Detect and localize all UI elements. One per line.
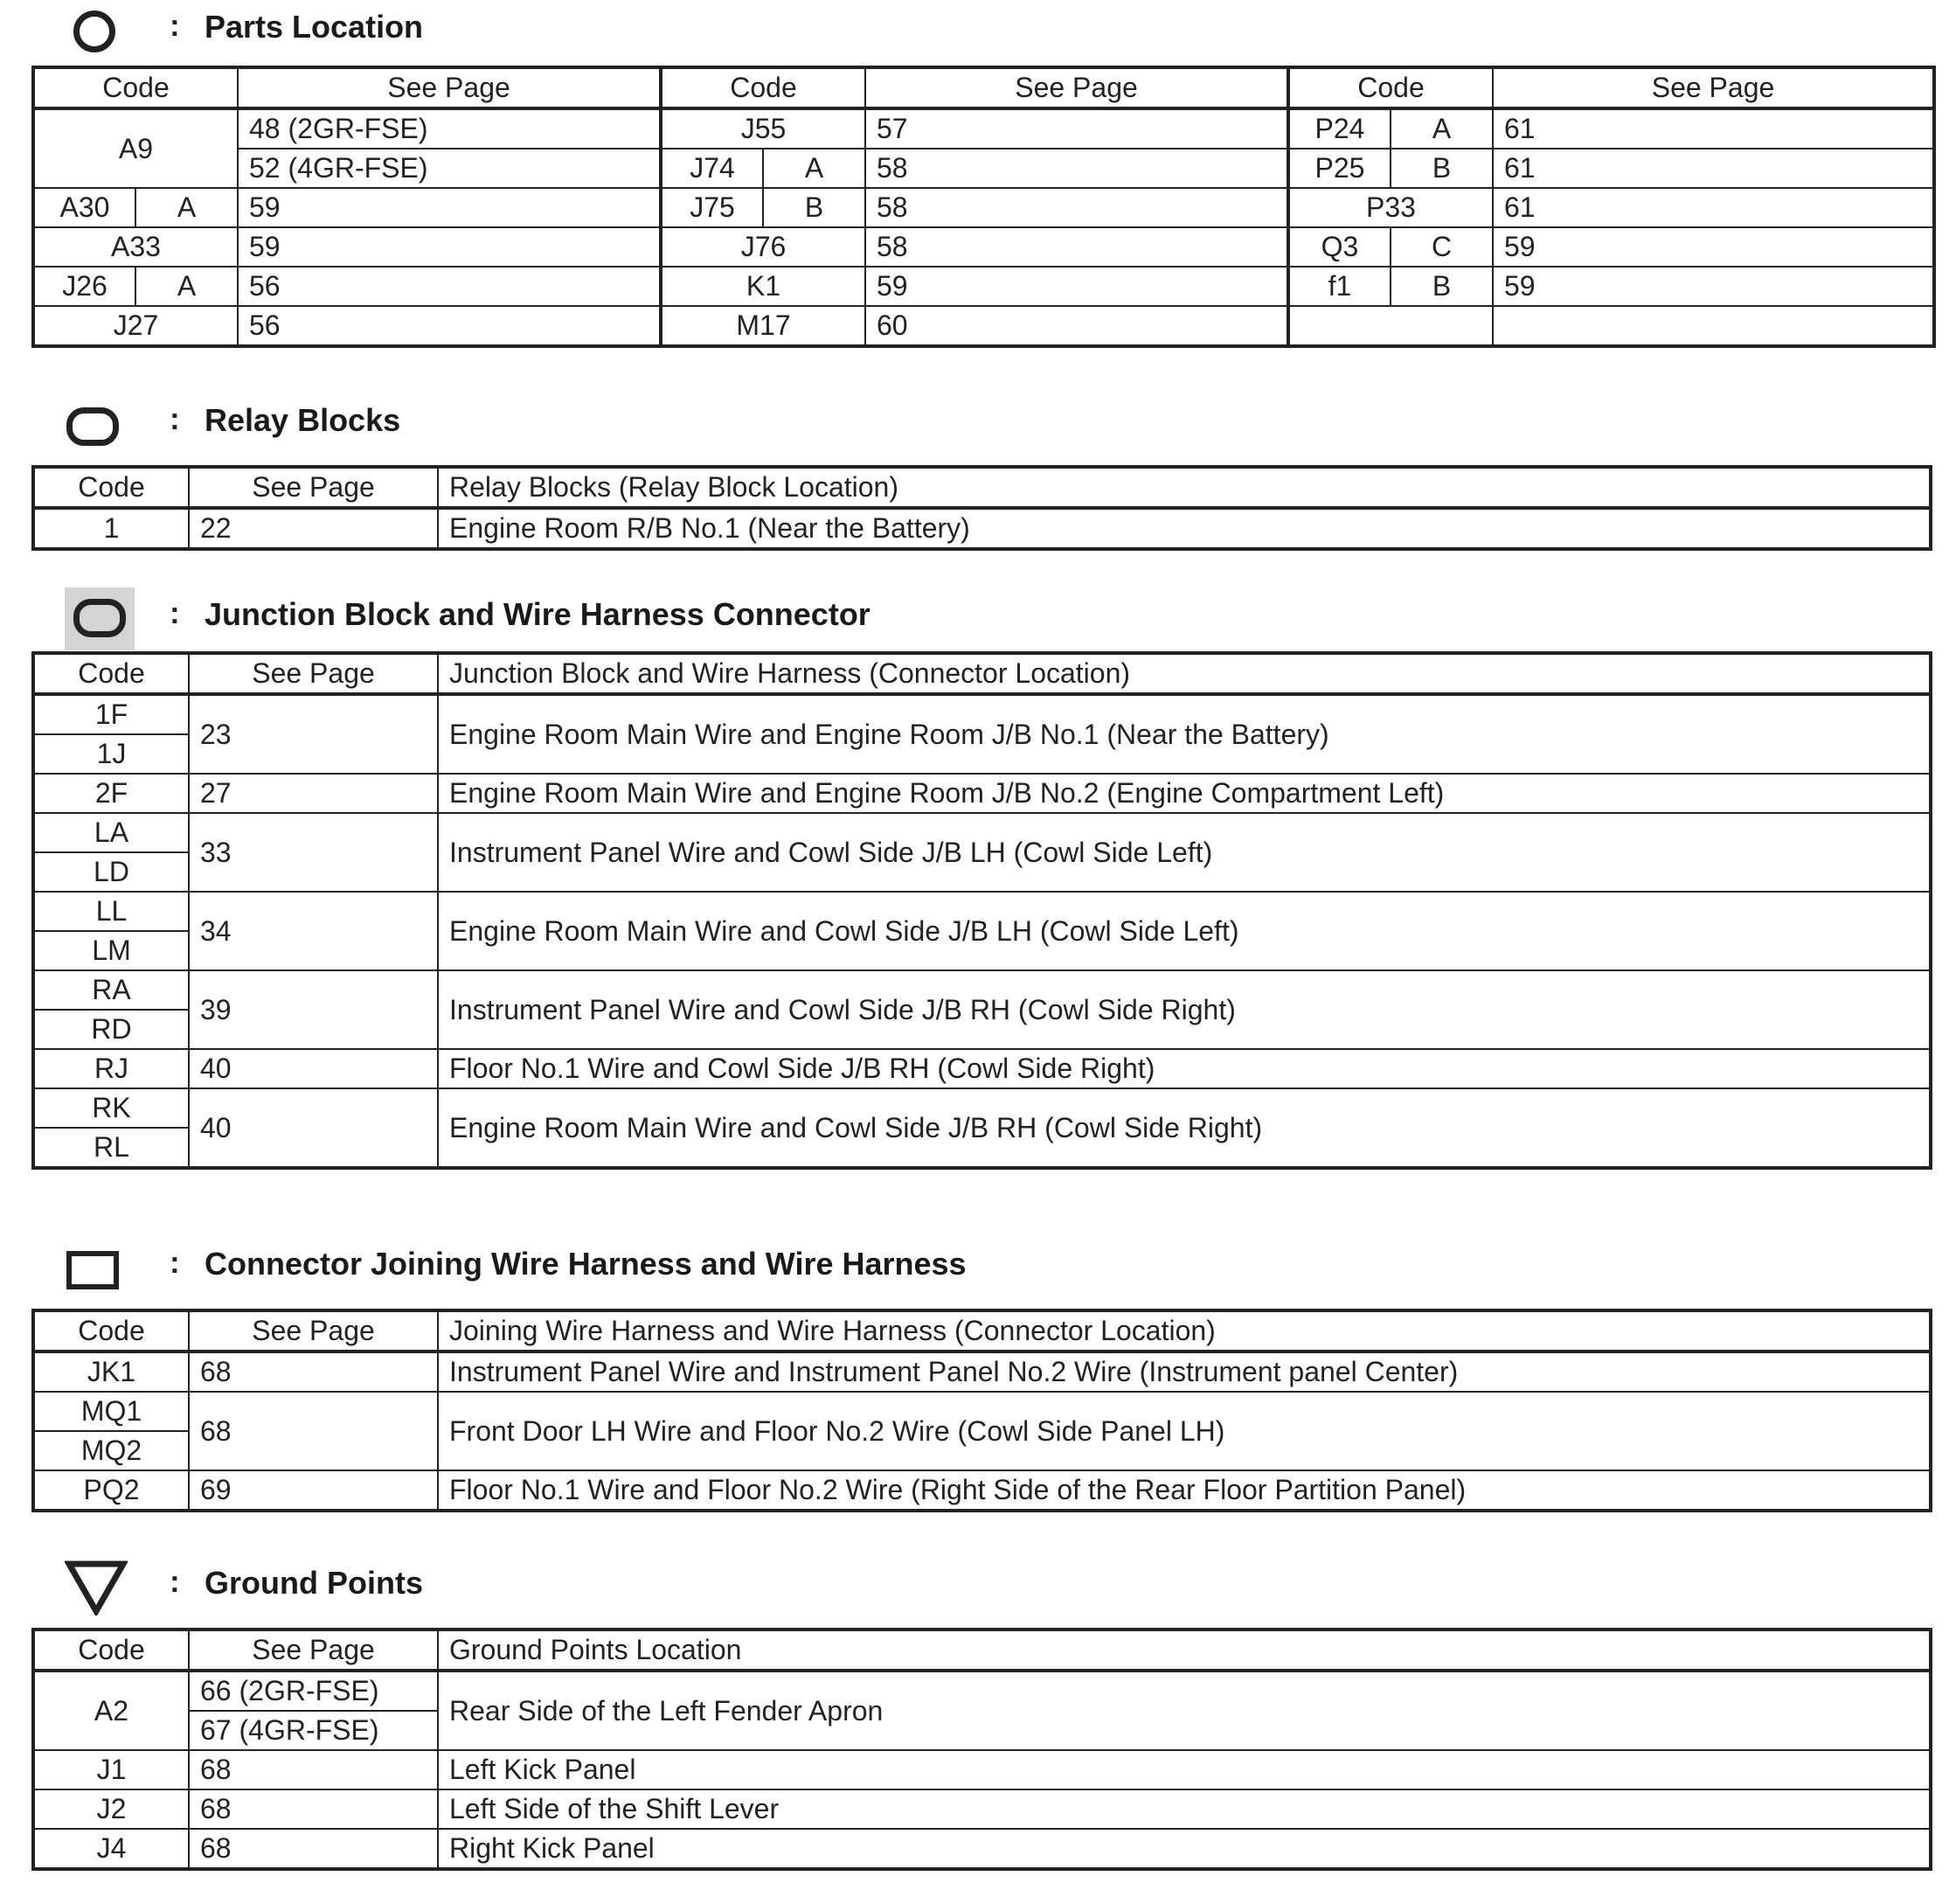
code-cell: P24 xyxy=(1288,108,1391,149)
header-see-page: See Page xyxy=(189,467,438,508)
page-cell: 56 xyxy=(238,306,661,346)
header-location: Junction Block and Wire Harness (Connector Location) xyxy=(438,653,1931,694)
table-row xyxy=(33,892,1931,931)
code-suffix-cell: A xyxy=(1391,108,1493,149)
page-cell: 68 xyxy=(189,1750,438,1789)
rounded-rectangle-icon xyxy=(66,407,119,446)
circle-icon xyxy=(73,10,115,52)
header-code: Code xyxy=(33,1630,189,1671)
table-row xyxy=(33,508,1931,549)
header-code: Code xyxy=(1288,67,1493,108)
page-cell: 58 xyxy=(865,188,1288,227)
page-cell: 67 (4GR-FSE) xyxy=(189,1711,438,1750)
header-code: Code xyxy=(33,467,189,508)
code-cell: J1 xyxy=(33,1750,189,1789)
table-row xyxy=(33,813,1931,852)
code-cell: 1F xyxy=(33,694,189,734)
location-cell: Engine Room Main Wire and Engine Room J/B No.2 (Engine Compartment Left) xyxy=(438,774,1931,813)
code-suffix-cell: B xyxy=(1391,149,1493,188)
code-cell: A9 xyxy=(33,108,238,188)
code-suffix-cell: B xyxy=(1391,267,1493,306)
code-cell: M17 xyxy=(661,306,865,346)
table-row xyxy=(33,1049,1931,1088)
heading-colon: : xyxy=(170,402,180,436)
heading-colon: : xyxy=(170,596,180,630)
page-cell: 61 xyxy=(1493,188,1934,227)
header-code: Code xyxy=(33,1310,189,1352)
code-cell: J4 xyxy=(33,1829,189,1869)
section-title: Parts Location xyxy=(205,9,424,45)
location-cell: Instrument Panel Wire and Cowl Side J/B RH (Cowl Side Right) xyxy=(438,970,1931,1049)
header-code: Code xyxy=(661,67,865,108)
code-cell: A2 xyxy=(33,1671,189,1750)
header-see-page: See Page xyxy=(238,67,661,108)
code-cell xyxy=(1288,306,1493,346)
code-cell: LD xyxy=(33,852,189,892)
page-cell: 33 xyxy=(189,813,438,892)
page-cell: 34 xyxy=(189,892,438,970)
page-cell: 59 xyxy=(1493,227,1934,267)
page-cell: 27 xyxy=(189,774,438,813)
code-cell: JK1 xyxy=(33,1352,189,1392)
page-cell: 22 xyxy=(189,508,438,549)
page-cell: 58 xyxy=(865,149,1288,188)
page-cell: 68 xyxy=(189,1392,438,1470)
page-cell: 66 (2GR-FSE) xyxy=(189,1671,438,1711)
page-cell: 68 xyxy=(189,1789,438,1829)
page-cell: 40 xyxy=(189,1049,438,1088)
header-see-page: See Page xyxy=(189,1310,438,1352)
table-row xyxy=(33,267,1934,306)
relay-blocks-section xyxy=(31,393,1932,551)
table-row xyxy=(33,694,1931,734)
connector-joining-section xyxy=(31,1237,1932,1512)
connector-joining-heading xyxy=(31,1237,1932,1298)
page-cell: 59 xyxy=(865,267,1288,306)
location-cell: Rear Side of the Left Fender Apron xyxy=(438,1671,1931,1750)
code-cell: J75 xyxy=(661,188,763,227)
code-cell: RL xyxy=(33,1128,189,1168)
table-row xyxy=(33,227,1934,267)
location-cell: Right Kick Panel xyxy=(438,1829,1931,1869)
page-cell: 23 xyxy=(189,694,438,774)
page-cell: 59 xyxy=(238,227,661,267)
location-cell: Left Kick Panel xyxy=(438,1750,1931,1789)
code-suffix-cell: A xyxy=(763,149,865,188)
location-cell: Left Side of the Shift Lever xyxy=(438,1789,1931,1829)
section-title: Junction Block and Wire Harness Connector xyxy=(205,596,870,632)
table-header-row xyxy=(33,467,1931,508)
code-cell: LM xyxy=(33,931,189,970)
code-cell: 1 xyxy=(33,508,189,549)
code-cell: 1J xyxy=(33,734,189,774)
table-row xyxy=(33,774,1931,813)
section-title: Relay Blocks xyxy=(205,402,401,438)
heading-colon: : xyxy=(170,1565,180,1599)
relay-blocks-heading xyxy=(31,393,1932,455)
page-cell: 40 xyxy=(189,1088,438,1168)
code-cell: 2F xyxy=(33,774,189,813)
code-cell: P33 xyxy=(1288,188,1493,227)
page-cell: 61 xyxy=(1493,108,1934,149)
location-cell: Engine Room R/B No.1 (Near the Battery) xyxy=(438,508,1931,549)
code-cell: PQ2 xyxy=(33,1470,189,1511)
code-suffix-cell: A xyxy=(135,267,238,306)
header-code: Code xyxy=(33,653,189,694)
code-cell: J27 xyxy=(33,306,238,346)
code-cell: J74 xyxy=(661,149,763,188)
code-cell: RD xyxy=(33,1010,189,1049)
junction-block-heading xyxy=(31,587,1932,649)
code-cell: RA xyxy=(33,970,189,1010)
code-cell: MQ1 xyxy=(33,1392,189,1431)
code-suffix-cell: B xyxy=(763,188,865,227)
table-row xyxy=(33,188,1934,227)
page-cell: 61 xyxy=(1493,149,1934,188)
table-row xyxy=(33,108,1934,149)
header-see-page: See Page xyxy=(189,653,438,694)
header-location: Ground Points Location xyxy=(438,1630,1931,1671)
header-see-page: See Page xyxy=(1493,67,1934,108)
code-cell: f1 xyxy=(1288,267,1391,306)
code-cell: Q3 xyxy=(1288,227,1391,267)
shaded-rounded-rectangle-icon xyxy=(65,587,135,650)
code-cell: RK xyxy=(33,1088,189,1128)
code-cell: P25 xyxy=(1288,149,1391,188)
section-title: Ground Points xyxy=(205,1565,423,1601)
table-row xyxy=(33,1352,1931,1392)
location-cell: Engine Room Main Wire and Cowl Side J/B RH (Cowl Side Right) xyxy=(438,1088,1931,1168)
down-triangle-icon xyxy=(65,1560,128,1616)
ground-points-table xyxy=(31,1628,1932,1871)
table-row xyxy=(33,1829,1931,1869)
table-row xyxy=(33,1789,1931,1829)
table-row xyxy=(33,1671,1931,1711)
header-location: Relay Blocks (Relay Block Location) xyxy=(438,467,1931,508)
parts-location-heading xyxy=(31,0,1932,61)
table-row xyxy=(33,1088,1931,1128)
header-location: Joining Wire Harness and Wire Harness (Connector Location) xyxy=(438,1310,1931,1352)
page-cell: 59 xyxy=(1493,267,1934,306)
table-header-row xyxy=(33,1310,1931,1352)
parts-location-section xyxy=(31,0,1932,348)
location-cell: Floor No.1 Wire and Floor No.2 Wire (Right Side of the Rear Floor Partition Panel) xyxy=(438,1470,1931,1511)
page-cell: 59 xyxy=(238,188,661,227)
header-see-page: See Page xyxy=(189,1630,438,1671)
code-cell: J26 xyxy=(33,267,135,306)
connector-joining-table xyxy=(31,1309,1932,1512)
table-row xyxy=(33,1470,1931,1511)
code-cell: J76 xyxy=(661,227,865,267)
code-suffix-cell: A xyxy=(135,188,238,227)
page-cell: 68 xyxy=(189,1352,438,1392)
relay-blocks-table xyxy=(31,465,1932,551)
location-cell: Engine Room Main Wire and Engine Room J/B No.1 (Near the Battery) xyxy=(438,694,1931,774)
heading-colon: : xyxy=(170,1246,180,1280)
code-cell: J2 xyxy=(33,1789,189,1829)
page-cell: 57 xyxy=(865,108,1288,149)
page-cell: 69 xyxy=(189,1470,438,1511)
table-header-row xyxy=(33,653,1931,694)
location-cell: Front Door LH Wire and Floor No.2 Wire (Cowl Side Panel LH) xyxy=(438,1392,1931,1470)
heading-colon: : xyxy=(170,9,180,43)
page-cell: 52 (4GR-FSE) xyxy=(238,149,661,188)
page-cell: 58 xyxy=(865,227,1288,267)
code-suffix-cell: C xyxy=(1391,227,1493,267)
page-cell: 48 (2GR-FSE) xyxy=(238,108,661,149)
page-cell: 39 xyxy=(189,970,438,1049)
table-header-row xyxy=(33,67,1934,108)
ground-points-section xyxy=(31,1556,1932,1871)
section-title: Connector Joining Wire Harness and Wire Harness xyxy=(205,1246,967,1282)
ground-points-heading xyxy=(31,1556,1932,1617)
table-row xyxy=(33,970,1931,1010)
page-cell: 68 xyxy=(189,1829,438,1869)
parts-location-table xyxy=(31,66,1936,348)
table-row xyxy=(33,149,1934,188)
code-cell: LL xyxy=(33,892,189,931)
code-cell: LA xyxy=(33,813,189,852)
code-cell: RJ xyxy=(33,1049,189,1088)
page-cell xyxy=(1493,306,1934,346)
table-header-row xyxy=(33,1630,1931,1671)
code-cell: MQ2 xyxy=(33,1431,189,1470)
table-row xyxy=(33,306,1934,346)
header-see-page: See Page xyxy=(865,67,1288,108)
code-cell: J55 xyxy=(661,108,865,149)
page-cell: 56 xyxy=(238,267,661,306)
code-cell: K1 xyxy=(661,267,865,306)
code-cell: A33 xyxy=(33,227,238,267)
table-row xyxy=(33,1392,1931,1431)
location-cell: Engine Room Main Wire and Cowl Side J/B LH (Cowl Side Left) xyxy=(438,892,1931,970)
junction-block-table xyxy=(31,651,1932,1170)
code-cell: A30 xyxy=(33,188,135,227)
table-row xyxy=(33,1750,1931,1789)
header-code: Code xyxy=(33,67,238,108)
location-cell: Instrument Panel Wire and Cowl Side J/B LH (Cowl Side Left) xyxy=(438,813,1931,892)
rectangle-icon xyxy=(66,1251,119,1289)
junction-block-section xyxy=(31,587,1932,1170)
location-cell: Instrument Panel Wire and Instrument Panel No.2 Wire (Instrument panel Center) xyxy=(438,1352,1931,1392)
page-cell: 60 xyxy=(865,306,1288,346)
location-cell: Floor No.1 Wire and Cowl Side J/B RH (Cowl Side Right) xyxy=(438,1049,1931,1088)
